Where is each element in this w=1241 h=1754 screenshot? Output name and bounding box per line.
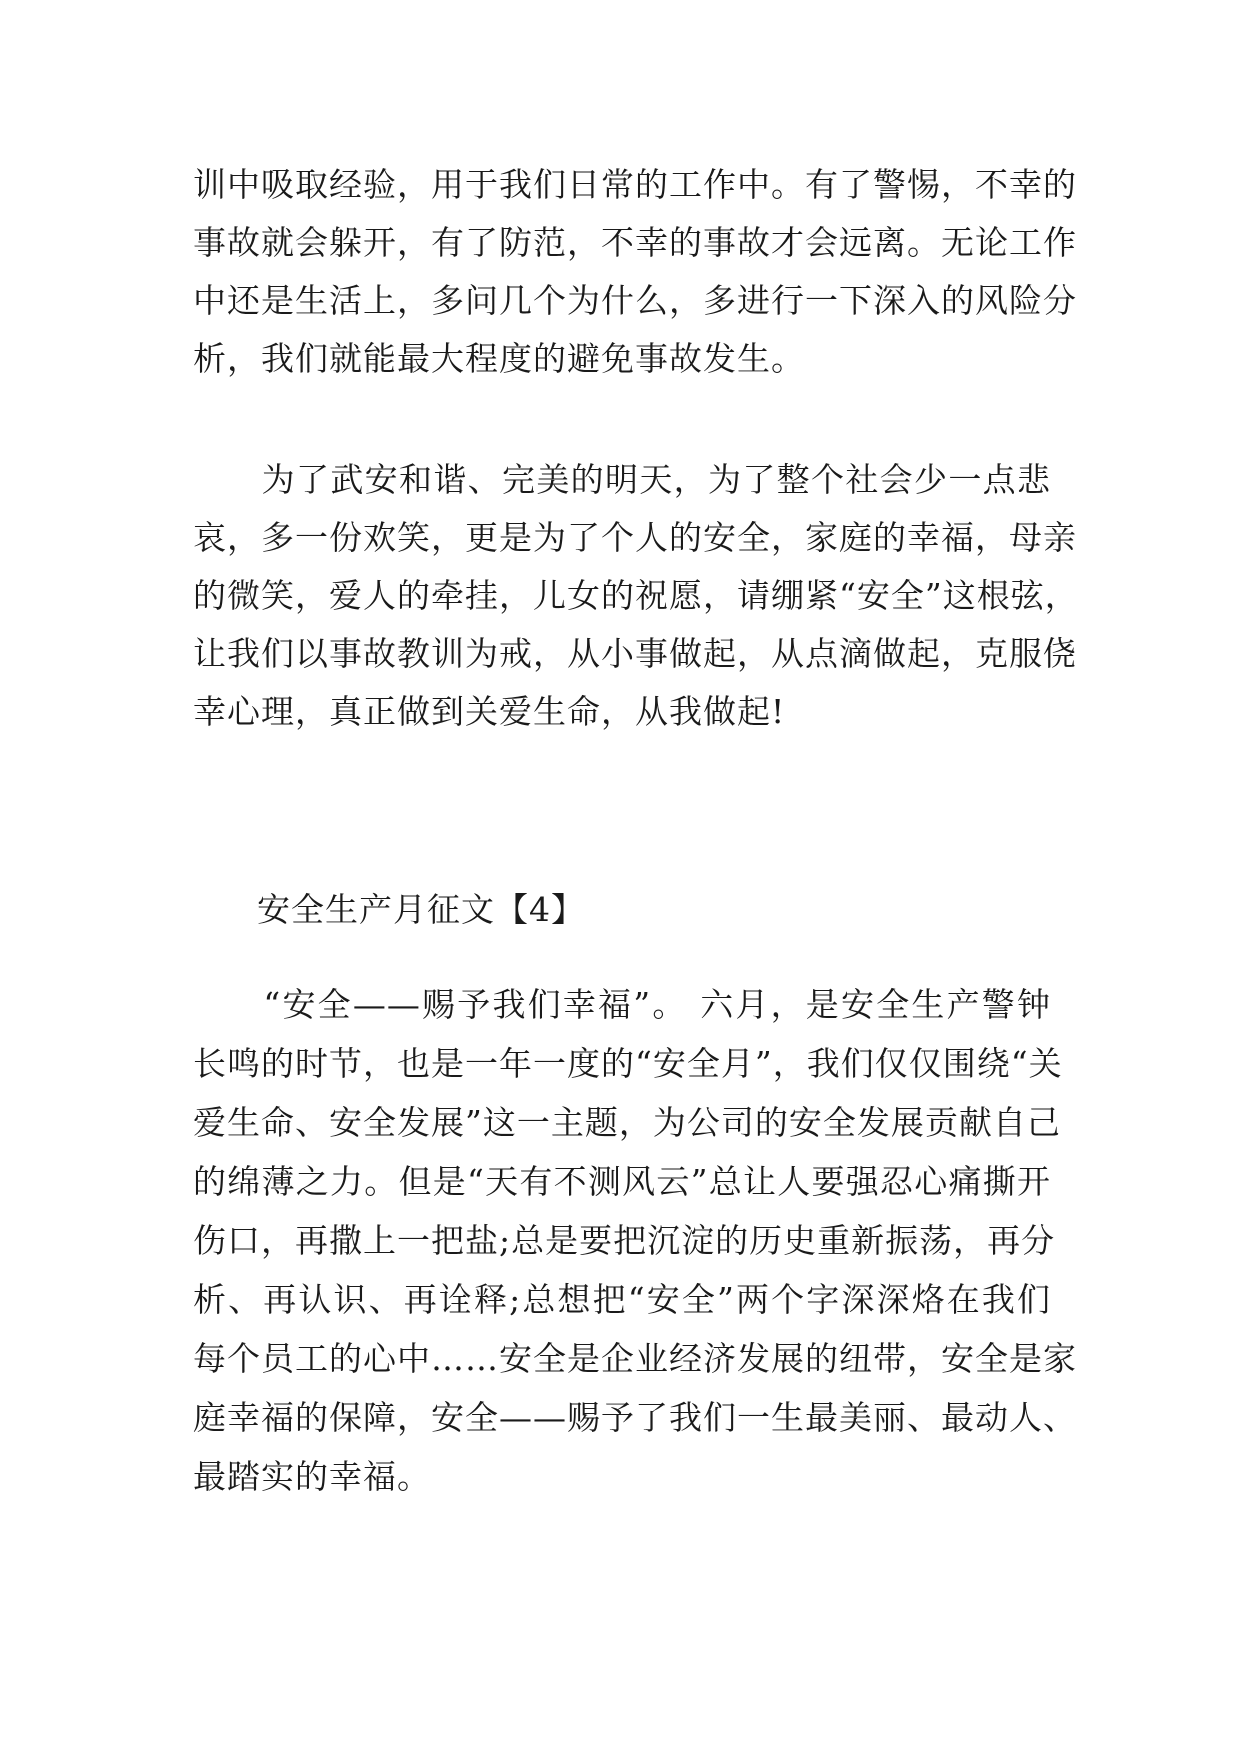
text-line: 为了武安和谐、完美的明天，为了整个社会少一点悲 <box>193 460 1051 499</box>
text-line: 事故就会躲开，有了防范，不幸的事故才会远离。无论工作 <box>193 223 1077 262</box>
text-line: “安全——赐予我们幸福”。 六月，是安全生产警钟 <box>193 985 1051 1024</box>
text-line: 训中吸取经验，用于我们日常的工作中。有了警惕，不幸的 <box>193 165 1077 204</box>
text-line: 中还是生活上，多问几个为什么，多进行一下深入的风险分 <box>193 281 1077 320</box>
text-line: 哀，多一份欢笑，更是为了个人的安全，家庭的幸福，母亲 <box>193 518 1077 557</box>
text-line: 幸心理，真正做到关爱生命，从我做起! <box>193 692 786 731</box>
text-line: 让我们以事故教训为戒，从小事做起，从点滴做起，克服侥 <box>193 634 1077 673</box>
text-line: 析、再认识、再诠释;总想把“安全”两个字深深烙在我们 <box>193 1280 1051 1319</box>
text-line: 爱生命、安全发展”这一主题，为公司的安全发展贡献自己 <box>193 1103 1061 1142</box>
text-line: 庭幸福的保障，安全——赐予了我们一生最美丽、最动人、 <box>193 1398 1077 1437</box>
text-line: 长鸣的时节，也是一年一度的“安全月”，我们仅仅围绕“关 <box>193 1044 1063 1083</box>
text-line: 每个员工的心中……安全是企业经济发展的纽带，安全是家 <box>193 1339 1077 1378</box>
text-line: 的微笑，爱人的牵挂，儿女的祝愿，请绷紧“安全”这根弦， <box>193 576 1079 615</box>
text-line: 最踏实的幸福。 <box>193 1457 431 1496</box>
text-line: 伤口，再撒上一把盐;总是要把沉淀的历史重新振荡，再分 <box>193 1221 1056 1260</box>
text-line: 析，我们就能最大程度的避免事故发生。 <box>193 339 805 378</box>
text-line: 的绵薄之力。但是“天有不测风云”总让人要强忍心痛撕开 <box>193 1162 1051 1201</box>
section-heading: 安全生产月征文【4】 <box>257 890 585 929</box>
